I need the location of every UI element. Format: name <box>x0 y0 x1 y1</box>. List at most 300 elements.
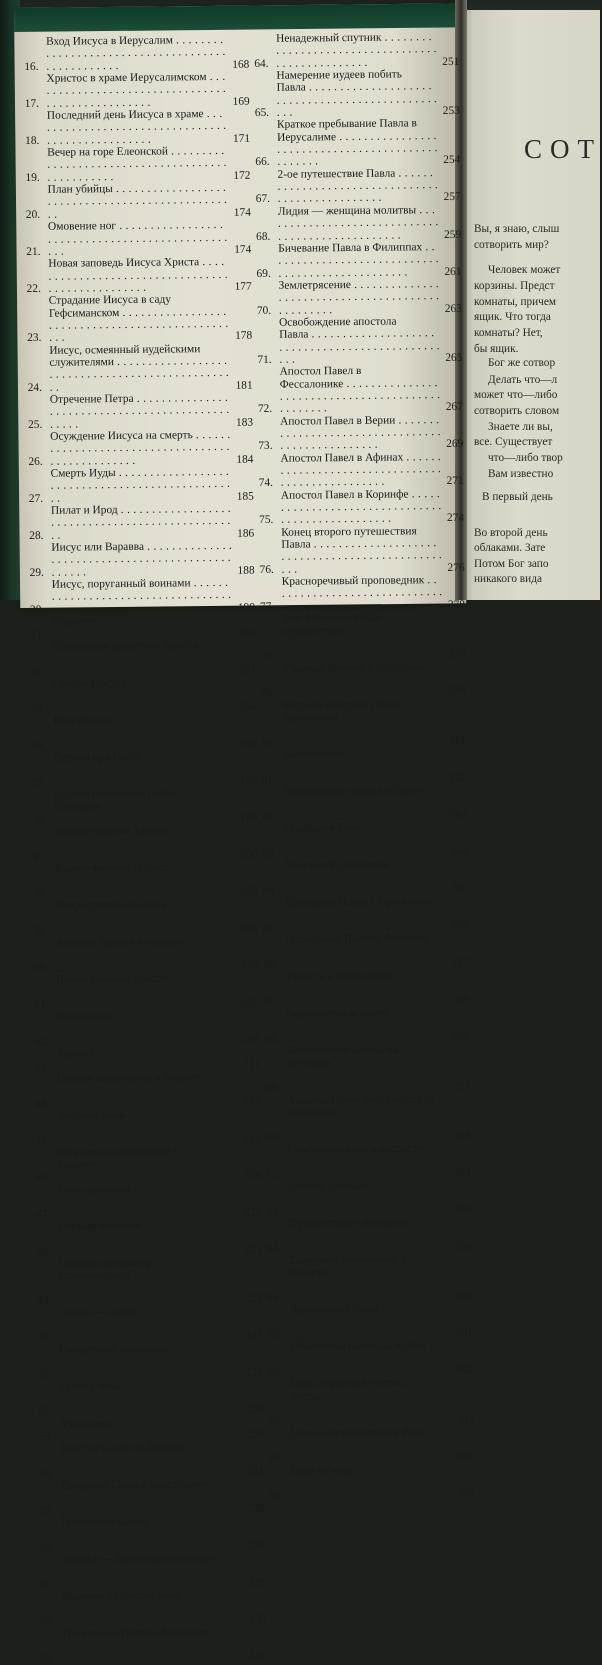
toc-entry-title: Встреча апостола Павла с Аполлосом . . . <box>283 698 445 749</box>
toc-entry-title: Свидание Савла с апостолами . . . <box>61 1478 242 1517</box>
toc-entry-page: 300 <box>455 1289 473 1303</box>
toc-entry-number: 74. <box>258 477 274 490</box>
toc-entry-title: Тюремное заключение в Кесарии . . . <box>289 1253 451 1304</box>
toc-entry-number: 76. <box>259 563 274 576</box>
toc-entry-page: 230 <box>246 1428 264 1441</box>
right-page-line: комнаты, причем <box>474 296 557 308</box>
right-page-line: что—либо твор <box>488 452 563 464</box>
right-page-line: бы ящик. <box>474 343 519 355</box>
toc-entry-number: 32. <box>30 665 45 678</box>
toc-entry-title: Вечер на горе Елеонской . . . <box>47 145 228 184</box>
toc-entry-title: Апостол Павел избавляется от наказания . . . <box>287 1093 449 1144</box>
toc-entry-page: 286 <box>451 919 469 932</box>
toc-entry-number: 50. <box>37 1331 52 1345</box>
toc-entry-number: 79. <box>260 687 276 700</box>
toc-entry-title: Распятие . . . <box>52 614 233 641</box>
toc-entry-number: 87. <box>264 995 279 1008</box>
toc-entry-title: Голос с неба . . . <box>60 1379 241 1418</box>
toc-entry <box>24 34 249 73</box>
toc-entry-page: 254 <box>443 154 461 167</box>
toc-entry-title: Радость в Иерусалиме . . . <box>286 969 447 1008</box>
toc-entry <box>37 1256 263 1308</box>
toc-entry <box>28 429 253 468</box>
toc-entry-number: 72. <box>257 403 273 416</box>
toc-entry <box>27 342 253 394</box>
toc-entry-number: 38. <box>32 887 48 900</box>
toc-entry-title: Смиренный вельможа . . . <box>60 1342 241 1381</box>
toc-entry <box>35 1070 260 1109</box>
toc-entry-number: 30. <box>29 603 45 616</box>
toc-entry <box>34 1009 259 1048</box>
toc-entry <box>31 713 256 752</box>
toc-entry-page: 213 <box>243 1095 261 1108</box>
toc-entry-title: Путешествие в Кесарию . . . <box>288 1216 449 1255</box>
toc-entry-number: 98. <box>268 1452 284 1465</box>
toc-entry-title: Счастливая ночь в крепости . . . <box>288 1142 449 1181</box>
toc-entry-number: 88. <box>264 1032 279 1045</box>
toc-entry <box>40 1589 265 1628</box>
toc-entry-page: 302 <box>455 1363 474 1377</box>
toc-entry <box>40 1552 265 1591</box>
toc-entry-number: 45. <box>35 1134 50 1147</box>
toc-entry-number: 91. <box>265 1168 281 1181</box>
toc-entry-page: 285 <box>450 882 469 895</box>
right-page-line: Бог же сотвор <box>488 357 556 369</box>
toc-entry-title: Смерть Иисуса . . . <box>53 676 234 715</box>
toc-entry <box>26 219 251 258</box>
toc-entry <box>38 1342 263 1381</box>
toc-entry-number: 57. <box>40 1578 55 1591</box>
toc-entry <box>261 747 466 786</box>
toc-entry-page: 290 <box>452 1030 470 1043</box>
toc-entry-number: 65. <box>254 106 270 120</box>
toc-entry-number: 37. <box>32 850 47 863</box>
right-page-line: может что—либо <box>474 389 558 401</box>
toc-entry-number: 31. <box>30 628 45 641</box>
toc-entry-title: Испуганный судья . . . <box>289 1302 450 1341</box>
toc-entry <box>265 1043 471 1095</box>
toc-entry <box>38 1416 263 1443</box>
toc-entry-page: 306 <box>456 1450 474 1463</box>
toc-entry <box>31 750 256 789</box>
toc-entry <box>29 503 254 542</box>
toc-entry <box>38 1379 263 1418</box>
toc-entry-number: 39. <box>33 924 48 937</box>
toc-entry-title: Обманутые надежды иудеев . . . <box>290 1339 451 1378</box>
toc-entry-title: Утешение . . . <box>60 1416 241 1443</box>
toc-entry-number: 73. <box>258 440 273 453</box>
toc-entry-page: 202 <box>240 885 259 898</box>
toc-entry-number: 34. <box>31 739 46 752</box>
toc-entry-title: 2-ое путешествие Павла . . . <box>277 167 438 206</box>
toc-entry-page: 183 <box>235 416 254 429</box>
toc-entry-number: 82. <box>262 810 277 823</box>
toc-entry-title: Ученики Иоанна Крестителя . . . <box>283 661 444 700</box>
toc-entry-page: 190 <box>237 601 256 614</box>
toc-entry-title: Двойная ложь . . . <box>57 1108 238 1147</box>
right-page-line: Вам известно <box>488 468 554 480</box>
toc-entry <box>28 392 253 431</box>
right-page-line: все. Существует <box>474 436 553 448</box>
toc-entry <box>26 256 251 295</box>
toc-entry-title: Последний день Иисуса в храме . . . <box>47 108 228 147</box>
toc-entry-number: 49. <box>37 1294 52 1307</box>
toc-entry-title: Посещение Петром Корнилия . . . <box>63 1626 244 1665</box>
toc-entry-page: 205 <box>241 959 259 972</box>
toc-entry-page: 276 <box>447 561 465 574</box>
toc-entry-number: 59. <box>40 1652 56 1665</box>
toc-entry <box>263 895 468 934</box>
toc-entry-page: 211 <box>243 1058 260 1071</box>
toc-entry-page: 259 <box>443 228 462 241</box>
toc-entry-page: 169 <box>232 95 250 108</box>
toc-entry-page: 185 <box>236 490 254 503</box>
toc-column-right <box>254 31 474 1502</box>
toc-entry-title: Ненадежный спутник . . . <box>276 31 437 70</box>
toc-entry-page: 226 <box>245 1366 264 1379</box>
toc-entry <box>31 675 256 714</box>
toc-entry-page: 236 <box>248 1576 266 1589</box>
toc-entry-number: 36. <box>32 813 47 826</box>
toc-entry-number: 95. <box>267 1328 282 1342</box>
toc-entry-title: Явление Христа ученикам . . . <box>55 935 236 974</box>
toc-entry-number: 23. <box>27 332 42 345</box>
toc-entry <box>39 1441 264 1480</box>
toc-entry-page: 296 <box>454 1203 472 1216</box>
toc-entry-page: 274 <box>446 512 465 525</box>
toc-entry-page: 287 <box>451 956 469 969</box>
toc-entry-number: 55. <box>39 1504 54 1517</box>
toc-entry-page: 267 <box>445 401 463 414</box>
toc-entry <box>27 293 253 345</box>
toc-entry-title: Тавифа — благотворительница . . . <box>62 1552 243 1591</box>
chapter-title: СОТ <box>524 134 602 164</box>
toc-entry <box>268 1339 473 1378</box>
toc-entry-number: 52. <box>38 1405 53 1419</box>
toc-entry <box>39 1478 264 1517</box>
toc-entry-page: 233 <box>247 1539 265 1552</box>
toc-entry <box>24 71 249 110</box>
toc-entry-page: 188 <box>237 564 255 577</box>
toc-entry <box>258 451 463 490</box>
toc-entry <box>267 1253 473 1305</box>
toc-entry <box>25 108 250 147</box>
toc-entry <box>30 577 255 616</box>
toc-entry-number: 54. <box>38 1467 54 1480</box>
toc-entry-page: 199 <box>240 811 258 824</box>
right-page-line: сотворить мир? <box>474 239 549 251</box>
toc-entry <box>257 278 462 317</box>
toc-entry-title: Освобождение апостола Павла . . . <box>279 315 441 366</box>
toc-entry-number: 56. <box>39 1541 55 1554</box>
toc-entry-number: 84. <box>262 884 278 897</box>
toc-entry <box>254 31 459 70</box>
toc-entry <box>29 466 254 505</box>
toc-entry-page: 194 <box>238 700 257 713</box>
toc-entry-page: 301 <box>455 1326 473 1340</box>
toc-entry <box>35 1046 260 1073</box>
toc-entry-number: 21. <box>26 245 41 258</box>
toc-entry <box>260 574 465 613</box>
toc-entry-title: Осуждение Иисуса на смерть . . . <box>50 429 231 468</box>
toc-entry-title: Поношение распятого Христа . . . <box>52 639 233 678</box>
toc-entry-title: Второе явление Иисуса . . . <box>55 861 236 900</box>
toc-entry-title: Апостол Павел в Афинах . . . <box>280 451 441 490</box>
toc-entry <box>264 1006 469 1045</box>
toc-entry-title: Иисус, поруганный воинами . . . <box>52 577 233 616</box>
toc-entry <box>35 1107 260 1146</box>
right-page-line: Человек может <box>488 264 561 276</box>
toc-entry-number: 83. <box>262 847 277 860</box>
right-page-line: Знаете ли вы, <box>488 421 553 433</box>
toc-entry-number: 29. <box>29 566 44 579</box>
toc-entry-number: 20. <box>25 208 41 221</box>
toc-entry-page: 172 <box>233 169 251 182</box>
toc-entry-number: 19. <box>25 171 40 184</box>
toc-entry-page: 218 <box>243 1169 262 1182</box>
toc-entry-page: 282 <box>449 771 467 784</box>
toc-entry-page: 279 <box>448 648 466 661</box>
toc-entry <box>41 1626 266 1665</box>
right-page-line: облаками. Зате <box>474 542 546 554</box>
toc-entry-number: 33. <box>30 702 46 715</box>
toc-entry-title: Конец второго путешествия Павла . . . <box>281 525 443 576</box>
toc-entry-page: 191 <box>238 626 256 639</box>
toc-entry <box>261 660 466 699</box>
toc-entry <box>262 821 467 860</box>
toc-entry-page: 251 <box>442 55 460 68</box>
toc-entry <box>264 969 469 1008</box>
right-page-line: Во второй день <box>474 527 548 539</box>
toc-entry-number: 78. <box>260 650 275 663</box>
toc-entry <box>266 1142 471 1181</box>
toc-entry-title: Первое заключение в тюрьму . . . <box>57 1071 238 1110</box>
toc-entry-page: 263 <box>444 302 462 315</box>
toc-entry <box>32 787 257 826</box>
toc-entry-page: 204 <box>241 922 259 935</box>
toc-entry <box>30 638 255 677</box>
toc-entry-number: 24. <box>27 381 42 394</box>
toc-entry-title: Симон — волхв . . . <box>59 1305 240 1344</box>
toc-entry-number: 41. <box>34 998 49 1011</box>
toc-entry-number: 96. <box>267 1365 283 1379</box>
toc-entry-title: Апостол Павел в Верии . . . <box>280 414 441 453</box>
toc-entry-page: 304 <box>456 1413 474 1426</box>
toc-entry-title: Первый миссионер (проповедник) . . . <box>59 1256 241 1307</box>
toc-entry-number: 26. <box>28 455 43 468</box>
toc-entry-number: 81. <box>261 773 277 786</box>
toc-entry-number: 53. <box>38 1430 53 1443</box>
toc-entry-page: 228 <box>246 1403 264 1416</box>
toc-entry-number: 47. <box>36 1208 51 1221</box>
toc-entry-title: Апостол Павел в Коринфе . . . <box>281 488 442 527</box>
toc-entry-page: 215 <box>243 1132 261 1145</box>
toc-entry-title: Непростительная ложь . . . <box>55 898 236 937</box>
right-page-line: комнаты? Нет, <box>474 327 543 339</box>
toc-entry <box>255 167 460 206</box>
toc-entry-number: 85. <box>263 921 278 934</box>
toc-entry <box>255 117 461 169</box>
toc-entry <box>261 697 467 749</box>
toc-entry-number: 58. <box>40 1615 55 1628</box>
left-page-header-bar <box>14 3 460 32</box>
toc-entry-page: 200 <box>240 848 258 861</box>
toc-entry <box>256 204 461 243</box>
toc-entry-number: 80. <box>261 736 276 749</box>
right-page-line: Делать что—л <box>488 374 558 386</box>
toc-entry <box>263 858 468 897</box>
toc-entry <box>258 413 463 452</box>
toc-entry-page: 240 <box>248 1650 267 1663</box>
toc-entry-number: 97. <box>268 1415 283 1428</box>
toc-entry <box>263 932 468 971</box>
toc-entry-number: 68. <box>256 230 271 243</box>
toc-entry-title: Намерение иудеев побить Павла . . . <box>276 68 438 119</box>
toc-entry <box>29 540 254 579</box>
toc-entry-title: Начало путешествия в Рим . . . <box>291 1426 452 1465</box>
right-page-line: В первый день <box>482 491 553 503</box>
toc-entry-title: Бегство Савла из Дамаска . . . <box>61 1441 242 1480</box>
toc-entry-number: 28. <box>29 529 44 542</box>
toc-entry-title: Возмущение народа в Ефесе . . . <box>284 784 445 823</box>
toc-entry-title: План убийцы . . . <box>48 182 229 221</box>
toc-entry-title: Заклинатели . . . <box>283 747 444 786</box>
right-page-line: Вы, я знаю, слыш <box>474 223 560 235</box>
toc-entry-title: Новые явления Христа . . . <box>56 972 237 1011</box>
toc-entry-number: 46. <box>35 1171 51 1184</box>
right-page-line: Потом Бог запо <box>474 558 549 570</box>
toc-entry-page: 223 <box>245 1292 263 1305</box>
toc-entry-number: 77. <box>259 600 275 613</box>
toc-entry-title: Пилат и Ирод . . . <box>51 503 232 542</box>
toc-entry-number: 43. <box>34 1060 50 1073</box>
toc-entry-number: 93. <box>266 1242 282 1255</box>
toc-entry <box>36 1219 261 1258</box>
toc-entry <box>269 1426 474 1465</box>
toc-entry-title: Видение на крыше дома . . . <box>62 1589 243 1628</box>
toc-entry-title: Новая заповедь Иисуса Христа . . . <box>48 256 229 295</box>
toc-entry-page: 257 <box>443 191 461 204</box>
toc-entry-page: 207 <box>241 996 260 1009</box>
toc-entry-page: 271 <box>446 475 464 488</box>
toc-entry-page: 289 <box>451 993 470 1006</box>
toc-entry-title: Буря на море . . . <box>291 1463 452 1502</box>
toc-entry <box>266 1216 471 1255</box>
toc-entry-number: 92. <box>266 1205 281 1218</box>
toc-entry-page: 284 <box>450 845 468 858</box>
toc-entry-page: 174 <box>234 243 252 256</box>
toc-entry-title: Возмущение в храме . . . <box>286 1006 447 1045</box>
toc-entry-page: 171 <box>232 132 251 145</box>
toc-entry-title: Вход Иисуса в Иерусалим . . . <box>46 34 227 73</box>
toc-entry-page: 178 <box>234 329 253 343</box>
toc-entry-number: 27. <box>28 492 44 505</box>
toc-entry-number: 35. <box>31 776 47 789</box>
toc-entry-number: 64. <box>254 57 269 70</box>
toc-entry-number: 22. <box>26 282 41 295</box>
right-page-line: никакого вида <box>474 573 542 585</box>
toc-entry <box>33 935 258 974</box>
toc-entry-number: 90. <box>265 1131 280 1144</box>
toc-entry-title: Землетрясение . . . <box>279 278 440 317</box>
toc-entry <box>37 1305 262 1344</box>
toc-entry-page: 261 <box>444 265 462 278</box>
toc-entry-title: Апостол Павел в Фессалонике . . . <box>279 364 441 415</box>
toc-entry-page: 220 <box>244 1206 262 1219</box>
toc-entry-page: 253 <box>442 104 460 118</box>
toc-entry <box>33 898 258 937</box>
toc-entry <box>32 824 257 863</box>
toc-entry-number: 25. <box>28 418 43 431</box>
toc-entry <box>256 241 461 280</box>
toc-entry-number: 99. <box>269 1489 284 1502</box>
toc-entry-page: 186 <box>237 527 255 540</box>
toc-entry-page: 298 <box>454 1240 472 1253</box>
toc-entry-page: 168 <box>232 58 250 71</box>
toc-entry-number: 69. <box>256 267 271 280</box>
toc-entry-page: 174 <box>233 206 251 219</box>
toc-entry-title: Прибытие Тита . . . <box>284 821 445 860</box>
right-page-line: ящик. Что тогда <box>474 311 551 323</box>
toc-entry <box>36 1145 261 1184</box>
toc-entry-title: 3-ое Миссионерское путешествие . . . <box>282 611 444 662</box>
toc-entry <box>267 1302 472 1341</box>
toc-entry-title: Страдание Иисуса в саду Гефсиманском . . . <box>49 293 231 344</box>
toc-entry-page: 281 <box>449 734 467 747</box>
toc-entry-title: Первый мученик . . . <box>58 1219 239 1258</box>
toc-entry <box>259 488 464 527</box>
toc-entry-number: 48. <box>36 1245 52 1258</box>
toc-entry-number: 67. <box>255 193 271 206</box>
toc-entry <box>260 611 466 663</box>
toc-entry-title: Первое явление Христа . . . <box>54 824 235 863</box>
toc-entry-title: Иисус или Варавва . . . <box>51 540 232 579</box>
toc-entry-page: 291 <box>452 1080 471 1093</box>
toc-entry-title: Омовение ног . . . <box>48 219 229 258</box>
toc-entry-page: 278 <box>447 598 466 611</box>
toc-entry-number: 66. <box>255 156 270 169</box>
toc-entry-number: 89. <box>264 1082 280 1095</box>
toc-entry-page: 184 <box>236 453 254 466</box>
toc-entry-page: 231 <box>246 1465 265 1478</box>
toc-entry-page: 283 <box>450 808 468 821</box>
toc-entry-number: 94. <box>267 1291 282 1304</box>
toc-entry-page: 294 <box>453 1166 472 1179</box>
toc-entry-title: Царь Агриппа в гостях у Феста . . . <box>290 1376 452 1427</box>
toc-entry-page: 293 <box>453 1129 471 1142</box>
toc-entry-page: 221 <box>244 1243 262 1256</box>
toc-entry-page: 193 <box>238 663 256 676</box>
toc-entry <box>30 614 255 641</box>
toc-entry <box>262 784 467 823</box>
toc-entry-title: Вторичное заключение в тюрьму . . . <box>58 1145 239 1184</box>
toc-entry-number: 86. <box>263 958 279 971</box>
toc-entry-title: Смерть Иуды . . . <box>51 466 232 505</box>
toc-entry <box>40 1515 265 1554</box>
toc-entry-title: Заговор раскрыт . . . <box>288 1179 449 1218</box>
toc-entry <box>269 1463 474 1502</box>
toc-entry-title: Прощание Павла с ефесянами . . . <box>285 895 446 934</box>
toc-entry-number: 44. <box>35 1097 50 1110</box>
toc-entry-number: 40. <box>33 961 49 974</box>
toc-entry-number: 16. <box>24 60 39 73</box>
toc-entry-title: Первое посещение гроба Господня . . . <box>54 787 235 826</box>
toc-entry-number: 51. <box>37 1368 53 1382</box>
toc-entry <box>254 68 460 120</box>
toc-entry-title: Христос в храме Иерусалимском . . . <box>46 71 227 110</box>
toc-entry-title: Красноречивый проповедник . . . <box>282 574 443 613</box>
toc-entry-page: 308 <box>457 1487 475 1500</box>
